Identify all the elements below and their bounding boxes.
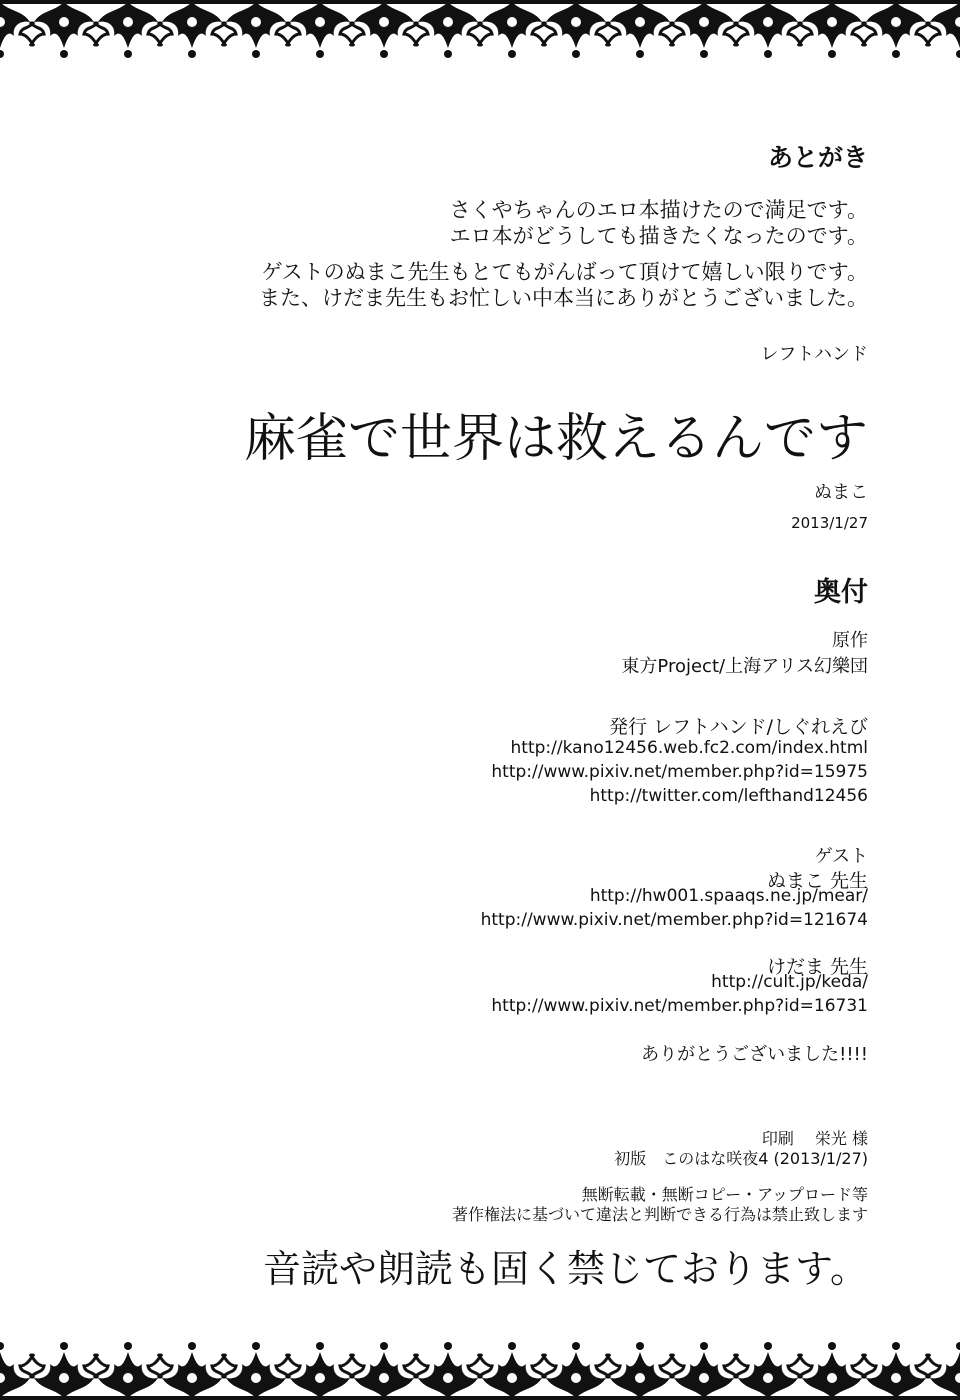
reading-warning: 音読や朗読も固く禁じております。 bbox=[263, 1247, 868, 1291]
lace-motif-icon bbox=[404, 2, 492, 58]
guest-story-date: 2013/1/27 bbox=[791, 514, 868, 532]
lace-motif-icon bbox=[852, 1342, 940, 1398]
publisher-link-1: http://kano12456.web.fc2.com/index.html bbox=[510, 738, 868, 758]
colophon-heading: 奥付 bbox=[814, 577, 868, 608]
lace-motif-icon bbox=[148, 1342, 236, 1398]
lace-motif-icon bbox=[212, 2, 300, 58]
lace-motif-icon bbox=[340, 2, 428, 58]
lace-motif-icon bbox=[852, 2, 940, 58]
lace-motif-icon bbox=[20, 1342, 108, 1398]
lace-motif-icon bbox=[660, 2, 748, 58]
legal-line-1: 無断転載・無断コピー・アップロード等 bbox=[581, 1185, 868, 1204]
lace-motif-icon bbox=[148, 2, 236, 58]
guest1-link-1: http://hw001.spaaqs.ne.jp/mear/ bbox=[589, 886, 868, 906]
guest-label: ゲスト bbox=[814, 846, 868, 867]
lace-motif-icon bbox=[532, 1342, 620, 1398]
guest2-name: けだま 先生 bbox=[766, 956, 868, 978]
afterword-heading: あとがき bbox=[767, 143, 868, 172]
lace-motif-icon bbox=[468, 2, 556, 58]
publisher-link-2: http://www.pixiv.net/member.php?id=15975 bbox=[491, 762, 868, 782]
lace-motif-icon bbox=[596, 2, 684, 58]
lace-motif-icon bbox=[276, 1342, 364, 1398]
lace-motif-icon bbox=[468, 1342, 556, 1398]
ornamental-border-bottom bbox=[0, 1340, 960, 1400]
lace-motif-icon bbox=[276, 2, 364, 58]
ornamental-border-top bbox=[0, 0, 960, 60]
ornamental-border-bottom-svg bbox=[0, 1340, 960, 1400]
legal-line-2: 著作権法に基づいて違法と判断できる行為は禁止致します bbox=[451, 1205, 868, 1224]
guest1-name: ぬまこ 先生 bbox=[766, 870, 868, 892]
printing-line: 印刷 栄光 様 bbox=[761, 1129, 868, 1148]
lace-motif-icon bbox=[788, 1342, 876, 1398]
lace-motif-icon bbox=[660, 1342, 748, 1398]
lace-motif-icon bbox=[596, 1342, 684, 1398]
thanks-line: ありがとうございました!!!! bbox=[641, 1044, 868, 1065]
ornamental-border-top-svg bbox=[0, 0, 960, 60]
publisher-link-3: http://twitter.com/lefthand12456 bbox=[589, 786, 868, 806]
original-work-value: 東方Project/上海アリス幻樂団 bbox=[621, 656, 868, 677]
lace-motif-icon bbox=[724, 1342, 812, 1398]
guest2-link-2: http://www.pixiv.net/member.php?id=16731 bbox=[491, 996, 868, 1016]
lace-motif-icon bbox=[212, 1342, 300, 1398]
publisher-line: 発行 レフトハンド/しぐれえび bbox=[608, 716, 868, 738]
lace-motif-icon bbox=[84, 2, 172, 58]
lace-motif-icon bbox=[404, 1342, 492, 1398]
lace-motif-icon bbox=[532, 2, 620, 58]
guest2-link-1: http://cult.jp/keda/ bbox=[711, 972, 868, 992]
afterword-line-3: ゲストのぬまこ先生もとてもがんばって頂けて嬉しい限りです。 bbox=[261, 260, 868, 284]
afterword-line-2: エロ本がどうしても描きたくなったのです。 bbox=[449, 224, 868, 248]
afterword-line-4: また、けだま先生もお忙しい中本当にありがとうございました。 bbox=[259, 286, 868, 310]
afterword-signature: レフトハンド bbox=[760, 344, 868, 365]
guest-story-author: ぬまこ bbox=[814, 482, 868, 503]
lace-motif-icon bbox=[84, 1342, 172, 1398]
lace-motif-icon bbox=[340, 1342, 428, 1398]
lace-motif-icon bbox=[788, 2, 876, 58]
guest1-link-2: http://www.pixiv.net/member.php?id=121674 bbox=[480, 910, 868, 930]
original-work-label: 原作 bbox=[832, 630, 868, 651]
first-edition-line: 初版 このはな咲夜4 (2013/1/27) bbox=[614, 1149, 868, 1168]
lace-motif-icon bbox=[20, 2, 108, 58]
guest-story-title: 麻雀で世界は救えるんです bbox=[243, 409, 868, 469]
afterword-line-1: さくやちゃんのエロ本描けたので満足です。 bbox=[449, 198, 868, 222]
lace-motif-icon bbox=[724, 2, 812, 58]
